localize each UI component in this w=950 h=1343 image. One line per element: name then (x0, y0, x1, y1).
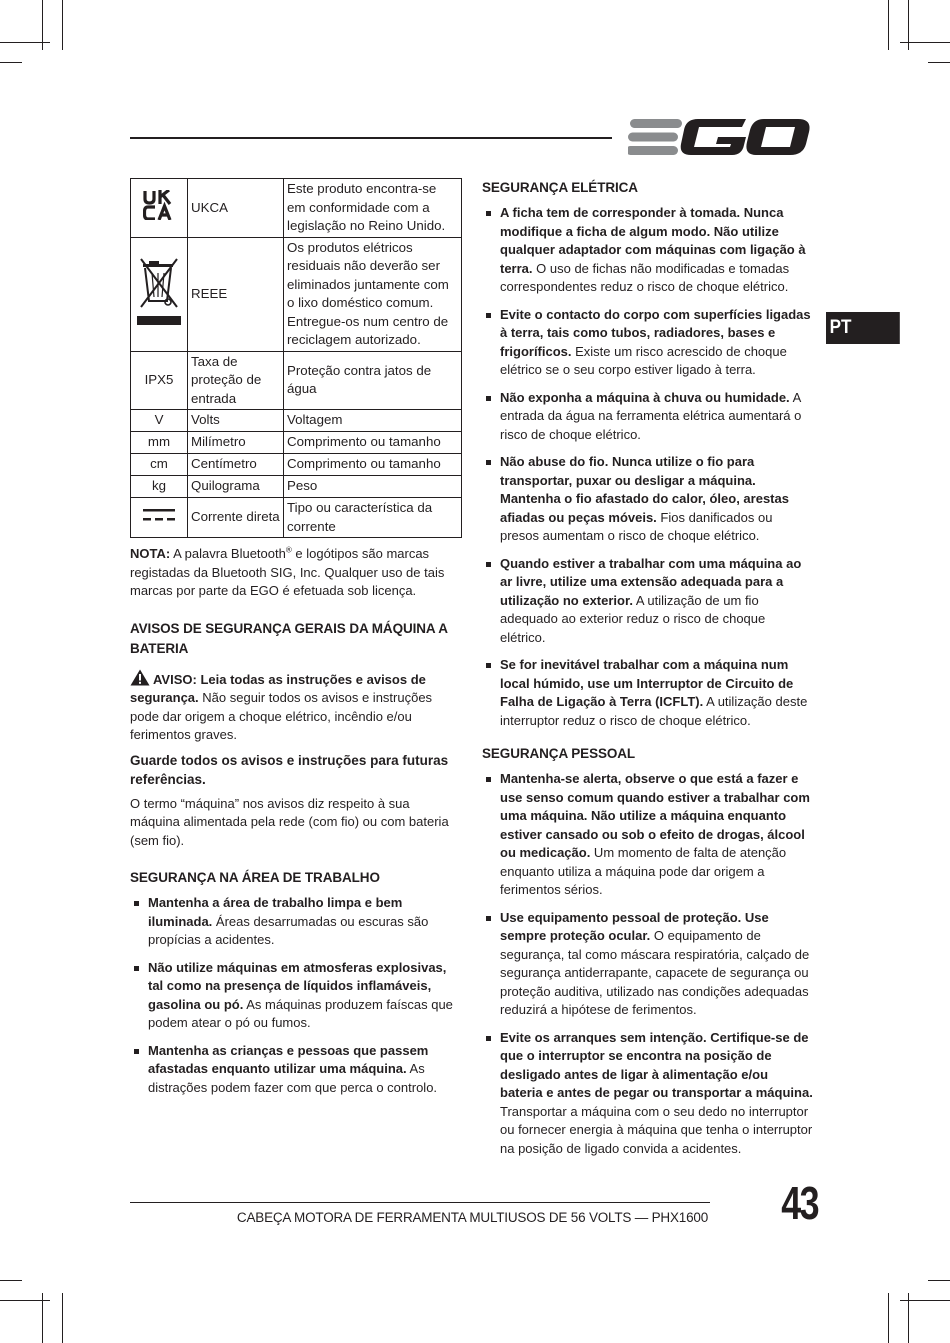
crop-mark (888, 0, 889, 50)
symbol-cell (131, 237, 188, 351)
footer-rule (130, 1202, 710, 1203)
list-item (130, 959, 462, 1033)
note-text: A palavra Bluetooth (170, 546, 286, 561)
crop-mark (908, 0, 909, 50)
page-number: 43 (781, 1177, 818, 1229)
symbol-description: Comprimento ou tamanho (284, 454, 462, 476)
note-paragraph (130, 545, 462, 601)
symbol-mark: kg (131, 476, 188, 498)
table-row (131, 476, 462, 498)
table-row (131, 410, 462, 432)
symbol-description: Proteção contra jatos de água (284, 351, 462, 410)
crop-mark (0, 62, 22, 63)
bullet-list (482, 770, 814, 1158)
item-text: A utilização de um fio adequado ao exterior reduz o risco de choque elétrico. (500, 592, 766, 645)
crop-mark (888, 1293, 889, 1343)
right-column (482, 178, 814, 1167)
warning-paragraph (130, 669, 462, 745)
item-text: A entrada da água na ferramenta elétrica aumentará o risco de choque elétrico. (500, 389, 802, 442)
crop-mark (62, 0, 63, 50)
symbol-name: Volts (188, 410, 284, 432)
list-item (482, 770, 814, 900)
warning-bold-text: Leia todas as instruções e avisos de segurança. (130, 671, 426, 705)
item-bold-text: Se for inevitável trabalhar com a máquina num local húmido, use um Interruptor de Circuito de Falha de Ligação à Terra (ICFLT). (500, 657, 794, 709)
registered-mark: ® (285, 545, 292, 555)
warning-label: AVISO: (153, 671, 197, 687)
left-column (130, 178, 462, 1106)
item-text: Fios danificados ou presos aumentam o risco de choque elétrico. (500, 509, 773, 543)
symbol-mark: V (131, 410, 188, 432)
list-item (482, 656, 814, 730)
warning-text: Não seguir todos os avisos e instruções pode dar origem a choque elétrico, incêndio e/ou ferimentos graves. (130, 690, 433, 742)
symbol-description: Os produtos elétricos residuais não deverão ser eliminados juntamente com o lixo doméstico comum. Entregue-os num centro de reciclagem autorizado. (284, 237, 462, 351)
ego-logo (628, 116, 812, 158)
table-row (131, 432, 462, 454)
list-item (482, 306, 814, 380)
bullet-list (482, 204, 814, 730)
symbol-cell (131, 179, 188, 238)
item-bold-text: A ficha tem de corresponder à tomada. Nunca modifique a ficha de algum modo. Não utilize qualquer adaptador com máquinas com ligação à terra. (500, 205, 806, 276)
table-row (131, 237, 462, 351)
symbol-mark: IPX5 (131, 351, 188, 410)
symbol-table (130, 178, 462, 538)
item-text: O uso de fichas não modificadas e tomadas correspondentes reduz o risco de choque elétrico. (500, 260, 790, 294)
item-bold-text: Evite os arranques sem intenção. Certifique-se de que o interruptor se encontra na posição de desligado antes de ligar à alimentação e/ou bateria e antes de pegar ou transportar a máquina. (500, 1029, 813, 1100)
ukca-mark-icon (143, 190, 175, 220)
section-heading: SEGURANÇA NA ÁREA DE TRABALHO (130, 870, 380, 885)
table-row (131, 179, 462, 238)
section-heading: SEGURANÇA PESSOAL (482, 746, 636, 761)
keep-instructions: Guarde todos os avisos e instruções para futuras referências. (130, 752, 449, 787)
item-bold-text: Evite o contacto do corpo com superfícies ligadas à terra, tais como tubos, radiadores, bases e frigoríficos. (500, 306, 811, 359)
symbol-name: Taxa de proteção de entrada (188, 351, 284, 410)
item-text: As distrações podem fazer com que perca o controlo. (148, 1061, 438, 1095)
list-item (130, 894, 462, 950)
table-row (131, 454, 462, 476)
crop-mark (0, 1280, 22, 1281)
symbol-description: Peso (284, 476, 462, 498)
definition-paragraph: O termo “máquina” nos avisos diz respeito à sua máquina alimentada pela rede (com fio) ou com bateria (sem fio). (130, 795, 449, 848)
crop-mark (42, 0, 43, 50)
item-bold-text: Quando estiver a trabalhar com uma máquina ao ar livre, utilize uma extensão adequada para a utilização no exterior. (500, 555, 802, 608)
crossed-bin-icon (135, 253, 183, 329)
crop-mark (928, 62, 950, 63)
crop-mark (908, 1293, 909, 1343)
symbol-name: REEE (188, 237, 284, 351)
symbol-name: Quilograma (188, 476, 284, 498)
list-item (482, 204, 814, 297)
note-text: e logótipos são marcas registadas da Bluetooth SIG, Inc. Qualquer uso de tais marcas por parte da EGO é efetuada sob licença. (130, 546, 445, 598)
item-bold-text: Mantenha as crianças e pessoas que passem afastadas enquanto utilizar uma máquina. (148, 1042, 429, 1076)
item-text: Áreas desarrumadas ou escuras são propícias a acidentes. (148, 913, 429, 947)
note-label: NOTA: (130, 546, 171, 561)
list-item (482, 453, 814, 546)
item-bold-text: Não abuse do fio. Nunca utilize o fio para transportar, puxar ou desligar a máquina. Mantenha o fio afastado do calor, óleo, arestas afiadas ou peças móveis. (500, 454, 789, 525)
symbol-description: Tipo ou característica da corrente (284, 498, 462, 538)
symbol-description: Comprimento ou tamanho (284, 432, 462, 454)
crop-mark (42, 1293, 43, 1343)
symbol-name: UKCA (188, 179, 284, 238)
list-item (482, 909, 814, 1020)
item-text: A utilização deste interruptor reduz o risco de choque elétrico. (500, 694, 808, 728)
symbol-mark: cm (131, 454, 188, 476)
item-bold-text: Não exponha a máquina à chuva ou humidade. (500, 389, 790, 405)
item-text: O equipamento de segurança, tal como máscara respiratória, calçado de segurança antiderrapante, capacete de segurança ou proteção auditiva, utilizado nas condições adequadas reduzirá a hipótese de ferimentos. (500, 928, 810, 1017)
direct-current-icon (141, 507, 177, 523)
symbol-cell (131, 498, 188, 538)
table-row (131, 498, 462, 538)
list-item (130, 1042, 462, 1098)
crop-mark (62, 1293, 63, 1343)
list-item (482, 555, 814, 648)
crop-mark (928, 1280, 950, 1281)
header-rule (130, 137, 612, 139)
symbol-mark: mm (131, 432, 188, 454)
item-bold-text: Mantenha a área de trabalho limpa e bem iluminada. (148, 895, 403, 929)
symbol-name: Milímetro (188, 432, 284, 454)
warning-triangle-icon (130, 669, 150, 686)
item-bold-text: Não utilize máquinas em atmosferas explosivas, tal como na presença de líquidos inflamáveis, gasolina ou pó. (148, 959, 447, 1012)
section-heading: SEGURANÇA ELÉTRICA (482, 180, 638, 195)
item-text: Um momento de falta de atenção enquanto utiliza a máquina pode dar origem a ferimentos sérios. (500, 845, 787, 897)
item-bold-text: Mantenha-se alerta, observe o que está a fazer e use senso comum quando estiver a trabalhar com uma máquina. Não utilize a máquina enquanto estiver cansado ou sob o efeito de drogas, álcool ou medicação. (500, 771, 810, 860)
item-text: Transportar a máquina com o seu dedo no interruptor ou fornecer energia à máquina que tenha o interruptor na posição de ligado convida a acidentes. (500, 1103, 813, 1156)
symbol-name: Centímetro (188, 454, 284, 476)
symbol-description: Voltagem (284, 410, 462, 432)
table-row (131, 351, 462, 410)
section-heading: AVISOS DE SEGURANÇA GERAIS DA MÁQUINA A BATERIA (130, 620, 448, 656)
bullet-list (130, 894, 462, 1097)
symbol-description: Este produto encontra-se em conformidade com a legislação no Reino Unido. (284, 179, 462, 238)
item-bold-text: Use equipamento pessoal de proteção. Use sempre proteção ocular. (500, 909, 769, 943)
list-item (482, 1029, 814, 1159)
item-text: Existe um risco acrescido de choque elétrico se o seu corpo estiver ligado à terra. (500, 343, 787, 377)
footer-title: CABEÇA MOTORA DE FERRAMENTA MULTIUSOS DE 56 VOLTS — PHX1600 (236, 1210, 708, 1225)
item-text: As máquinas produzem faíscas que podem atear o pó ou fumos. (148, 996, 453, 1030)
language-tab: PT (826, 312, 900, 344)
list-item (482, 389, 814, 445)
symbol-name: Corrente direta (188, 498, 284, 538)
